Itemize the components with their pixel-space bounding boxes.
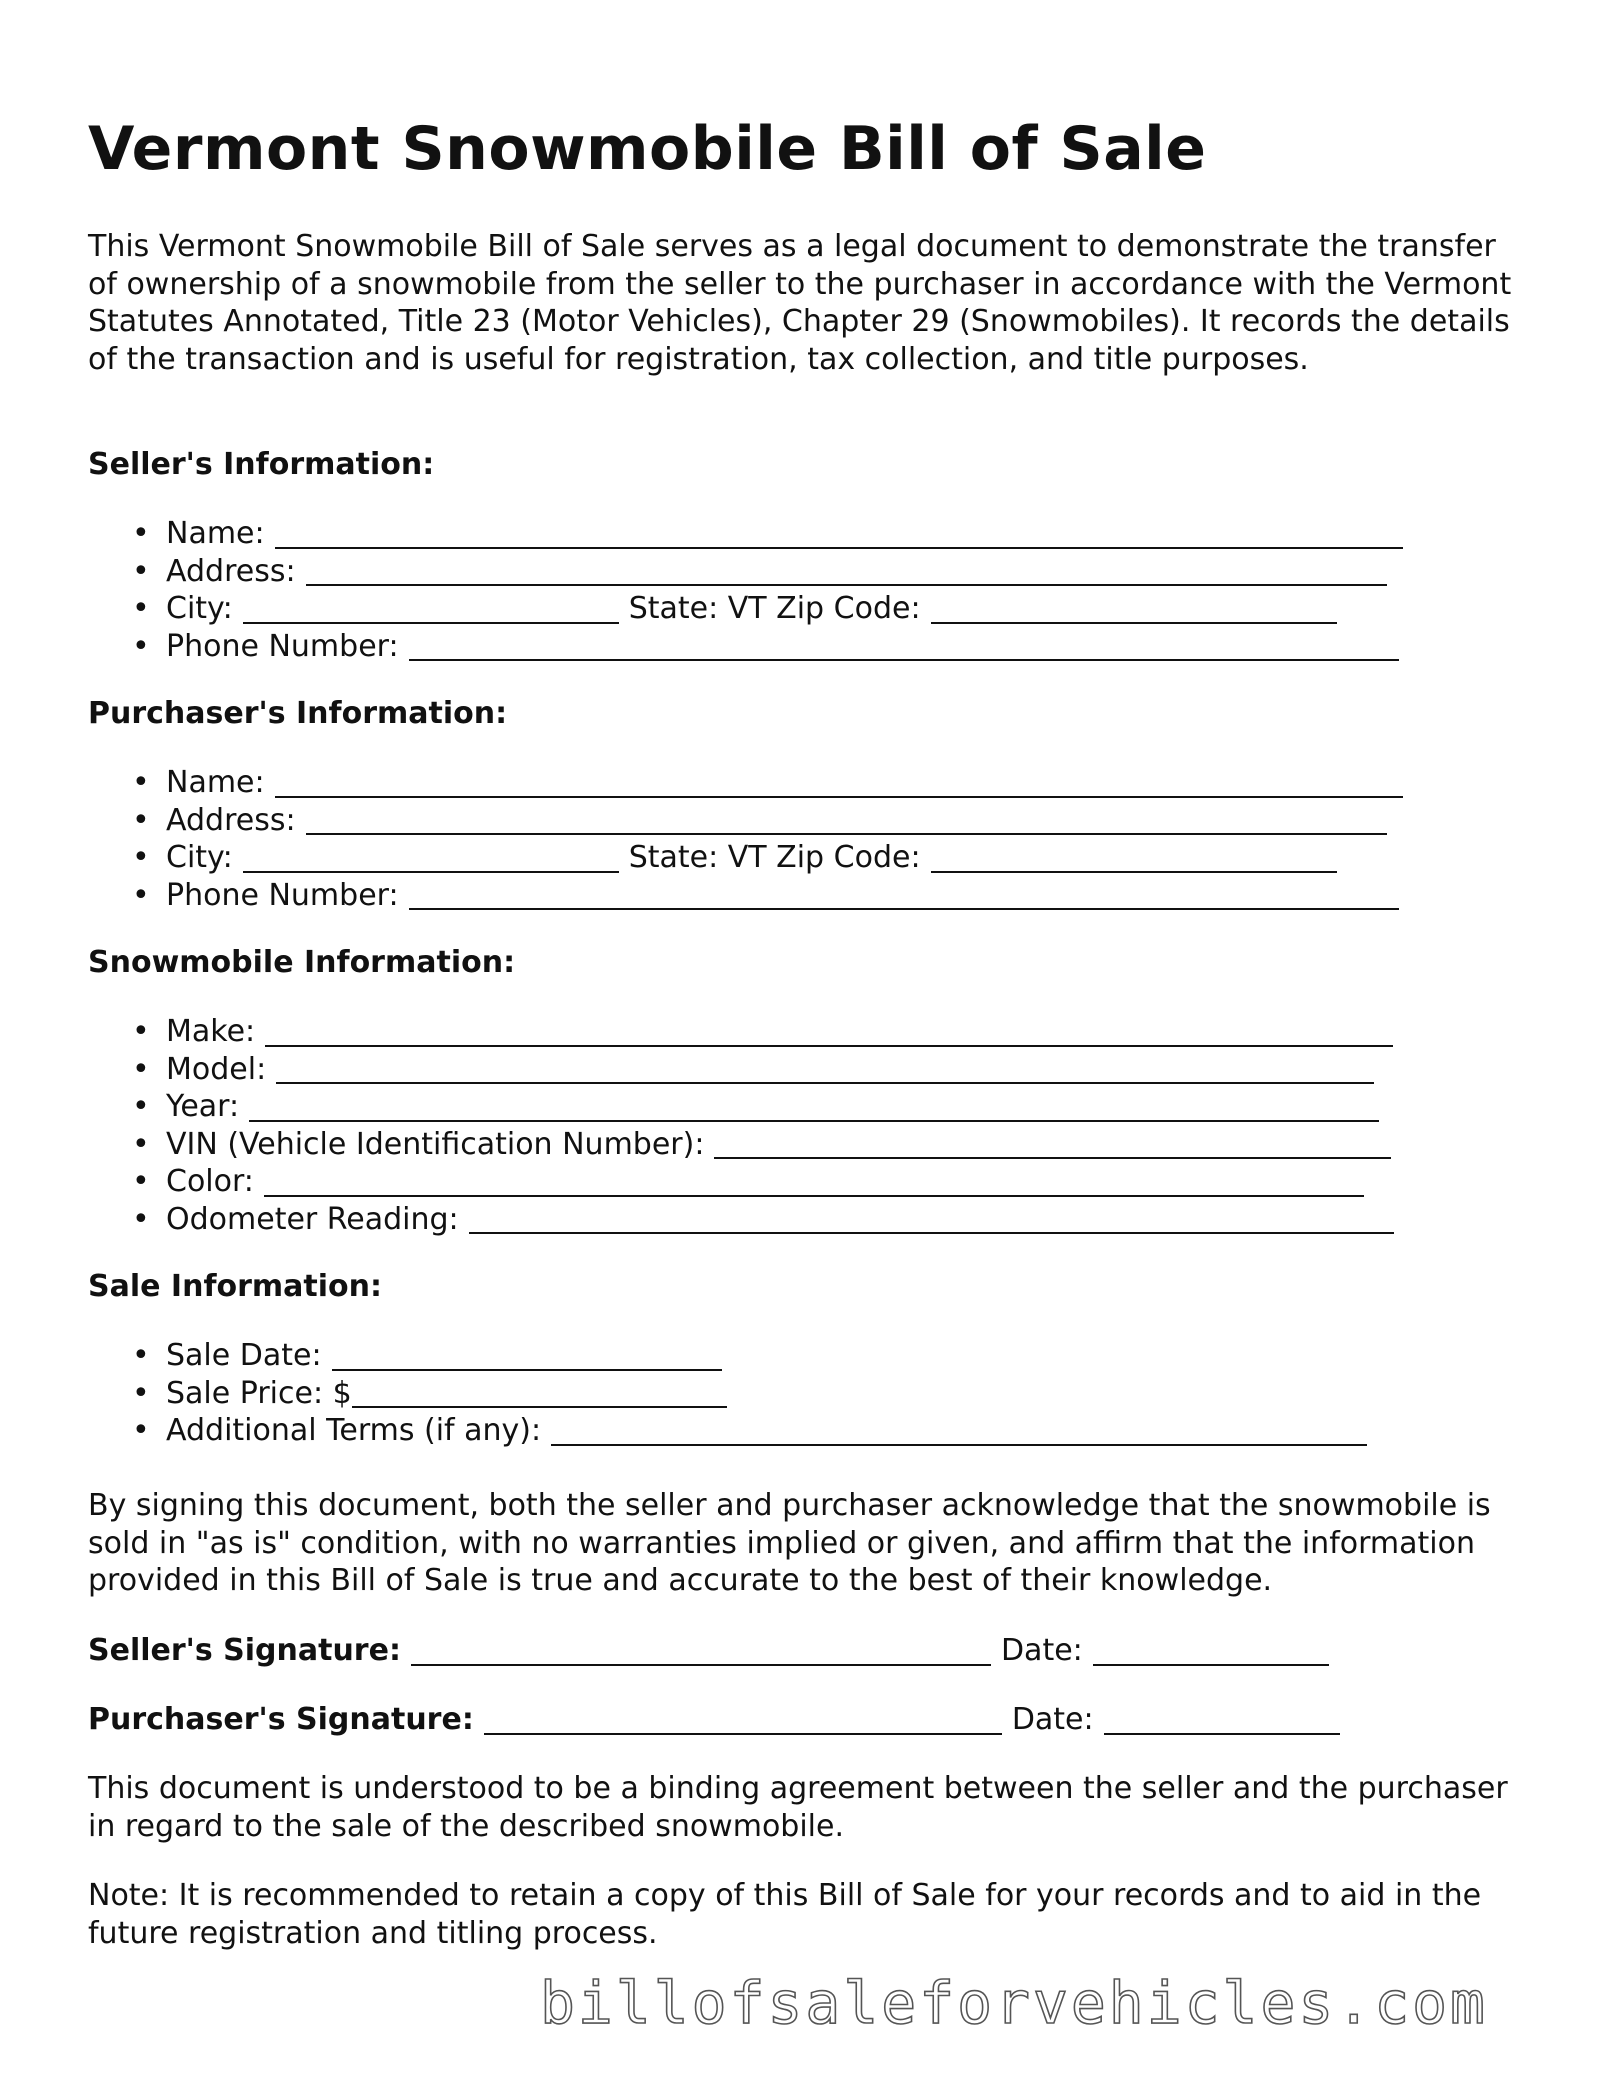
snowmobile-model-line[interactable] — [276, 1052, 1374, 1084]
document-title: Vermont Snowmobile Bill of Sale — [88, 114, 1207, 184]
seller-name-item — [88, 515, 1403, 553]
seller-name-line[interactable] — [275, 517, 1403, 549]
bullet: • — [132, 1375, 150, 1411]
snowmobile-color-label: Color: — [166, 1164, 254, 1199]
snowmobile-make-line[interactable] — [265, 1015, 1393, 1047]
bullet: • — [132, 1413, 150, 1448]
sale-terms-label: Additional Terms (if any): — [166, 1413, 542, 1448]
sale-terms-item — [88, 1412, 1367, 1450]
snowmobile-odometer-item — [88, 1201, 1394, 1239]
seller-signature-label: Seller's Signature: — [88, 1633, 401, 1668]
sale-date-item — [88, 1337, 1367, 1375]
website-watermark: billofsaleforvehicles.com — [540, 1969, 1488, 2037]
bullet: • — [132, 1051, 150, 1087]
snowmobile-year-label: Year: — [166, 1089, 240, 1124]
purchaser-city-label: City: — [166, 840, 233, 875]
snowmobile-make-label: Make: — [166, 1014, 256, 1049]
bullet: • — [132, 802, 150, 838]
seller-state-zip-label: State: VT Zip Code: — [628, 591, 921, 626]
purchaser-phone-line[interactable] — [409, 878, 1399, 910]
purchaser-signature-line — [88, 1701, 1340, 1739]
purchaser-address-label: Address: — [166, 802, 296, 838]
bullet: • — [132, 628, 150, 664]
purchaser-signature-date-label: Date: — [1011, 1702, 1094, 1737]
bullet: • — [132, 516, 150, 551]
purchaser-fields — [88, 764, 1403, 914]
seller-signature-line — [88, 1632, 1329, 1670]
snowmobile-vin-label: VIN (Vehicle Identification Number): — [166, 1126, 705, 1162]
seller-signature-date-field[interactable] — [1093, 1634, 1329, 1666]
snowmobile-make-item — [88, 1013, 1394, 1051]
bullet: • — [132, 1014, 150, 1049]
snowmobile-vin-line[interactable] — [714, 1127, 1391, 1159]
sale-price-label: Sale Price: $ — [166, 1375, 352, 1411]
seller-phone-label: Phone Number: — [166, 628, 399, 664]
snowmobile-year-line[interactable] — [249, 1090, 1379, 1122]
seller-fields — [88, 515, 1403, 665]
purchaser-zip-line[interactable] — [931, 841, 1337, 873]
snowmobile-odometer-label: Odometer Reading: — [166, 1201, 459, 1237]
bullet: • — [132, 553, 150, 589]
seller-name-label: Name: — [166, 516, 265, 551]
seller-signature-date-label: Date: — [1000, 1633, 1083, 1668]
snowmobile-vin-item — [88, 1126, 1394, 1164]
seller-city-label: City: — [166, 591, 233, 626]
purchaser-signature-field[interactable] — [484, 1703, 1002, 1735]
purchaser-heading: Purchaser's Information: — [88, 696, 508, 731]
snowmobile-fields — [88, 1013, 1394, 1238]
bullet: • — [132, 1338, 150, 1373]
bullet: • — [132, 1089, 150, 1124]
purchaser-signature-label: Purchaser's Signature: — [88, 1702, 474, 1737]
binding-paragraph: This document is understood to be a binding agreement between the seller and the purchaser in regard to the sale of the described snowmobile. — [88, 1771, 1508, 1844]
snowmobile-year-item — [88, 1088, 1394, 1126]
seller-city-item — [88, 590, 1403, 628]
snowmobile-heading: Snowmobile Information: — [88, 945, 516, 980]
seller-heading: Seller's Information: — [88, 447, 435, 482]
bullet: • — [132, 840, 150, 875]
seller-address-label: Address: — [166, 553, 296, 589]
seller-city-line[interactable] — [243, 592, 619, 624]
snowmobile-color-line[interactable] — [264, 1165, 1364, 1197]
seller-address-line[interactable] — [306, 554, 1387, 586]
snowmobile-model-label: Model: — [166, 1051, 267, 1087]
snowmobile-model-item — [88, 1051, 1394, 1089]
sale-fields — [88, 1337, 1367, 1450]
purchaser-name-label: Name: — [166, 765, 265, 800]
purchaser-phone-label: Phone Number: — [166, 877, 399, 913]
sale-price-line[interactable] — [352, 1376, 727, 1408]
bullet: • — [132, 1201, 150, 1237]
sale-date-label: Sale Date: — [166, 1338, 322, 1373]
purchaser-city-item — [88, 839, 1403, 877]
purchaser-signature-date-field[interactable] — [1104, 1703, 1340, 1735]
bullet: • — [132, 1164, 150, 1199]
purchaser-name-line[interactable] — [275, 766, 1403, 798]
sale-price-item — [88, 1375, 1367, 1413]
seller-address-item — [88, 553, 1403, 591]
seller-signature-field[interactable] — [411, 1634, 991, 1666]
snowmobile-color-item — [88, 1163, 1394, 1201]
purchaser-address-item — [88, 802, 1403, 840]
intro-paragraph: This Vermont Snowmobile Bill of Sale serves as a legal document to demonstrate the transfer of ownership of a snowmobile from the seller to the purchaser in accordance with the Vermont Statutes Annotated, Title 23 (Motor Vehicles), Chapter 29 (Snowmobiles). It records the details of the transaction and is useful for registration, tax collection, and title purposes. — [88, 229, 1512, 377]
purchaser-state-zip-label: State: VT Zip Code: — [628, 840, 921, 875]
seller-phone-line[interactable] — [409, 629, 1399, 661]
purchaser-address-line[interactable] — [306, 803, 1387, 835]
snowmobile-odometer-line[interactable] — [469, 1202, 1394, 1234]
bullet: • — [132, 1126, 150, 1162]
purchaser-phone-item — [88, 877, 1403, 915]
acknowledgment-paragraph: By signing this document, both the seller and purchaser acknowledge that the snowmobile is sold in "as is" condition, with no warranties implied or given, and affirm that the information provided in this Bill of Sale is true and accurate to the best of their knowledge. — [88, 1488, 1491, 1598]
bullet: • — [132, 765, 150, 800]
seller-phone-item — [88, 628, 1403, 666]
bullet: • — [132, 877, 150, 913]
note-paragraph: Note: It is recommended to retain a copy of this Bill of Sale for your records and to aid in the future registration and titling process. — [88, 1878, 1482, 1951]
seller-zip-line[interactable] — [931, 592, 1337, 624]
sale-date-line[interactable] — [332, 1339, 722, 1371]
sale-terms-line[interactable] — [551, 1414, 1367, 1446]
bullet: • — [132, 591, 150, 626]
sale-heading: Sale Information: — [88, 1269, 382, 1304]
purchaser-name-item — [88, 764, 1403, 802]
purchaser-city-line[interactable] — [243, 841, 619, 873]
